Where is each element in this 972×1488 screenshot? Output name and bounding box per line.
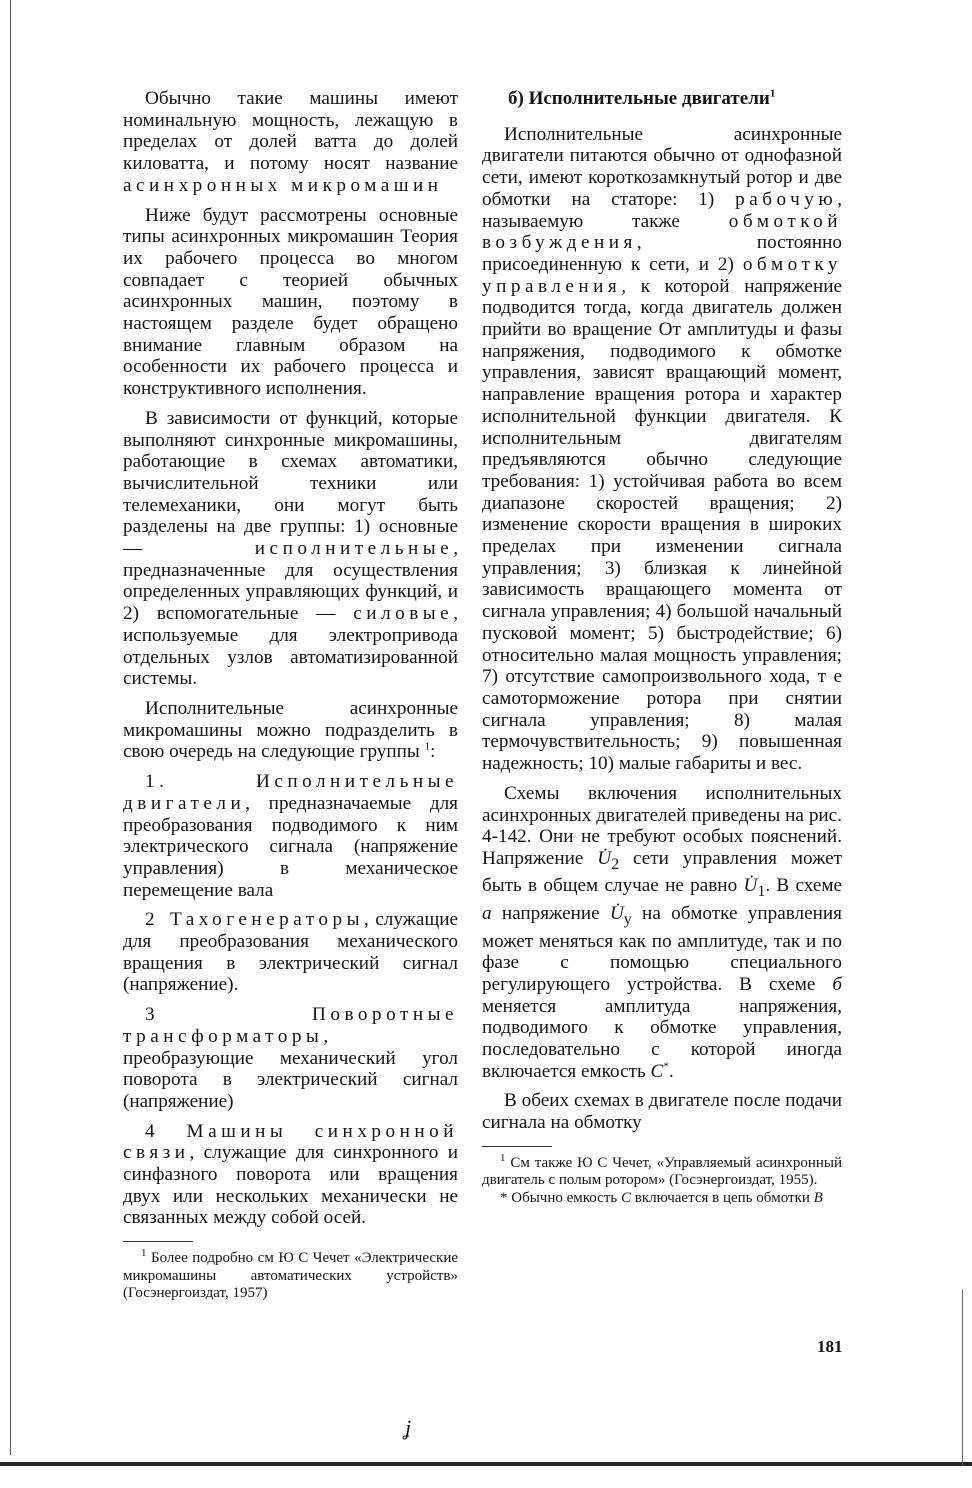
left-column: [123, 88, 458, 1303]
spaced-term: исполнительные: [254, 538, 454, 560]
spaced-term: рабочую: [735, 188, 838, 210]
section-heading: б) Исполнительные двигатели$^1$: [508, 87, 776, 109]
scan-edge-bottom: [0, 1462, 972, 1466]
footnote: * Обычно емкость C включается в цепь обмотки B: [500, 1189, 823, 1206]
footnote: $^1$ См также Ю С Чечет, «Управляемый асинхронный двигатель с полым ротором» (Госэнергоиздат, 1955).: [482, 1151, 842, 1189]
scan-edge-left: [10, 0, 11, 1455]
group-item: 1. Исполнительные двигатели, предназначаемые для преобразования подводимого к ним электрического сигнала (напряжение управления) в механическое перемещение вала: [123, 771, 458, 901]
paragraph: В обеих схемах в двигателе после подачи сигнала на обмотку: [482, 1090, 842, 1134]
spaced-term: 1. Исполнительные двигатели: [123, 771, 458, 814]
stray-mark: ʝ: [405, 1415, 412, 1440]
group-item: 3 Поворотные трансформаторы, преобразующие механический угол поворота в электрический сигнал (напряжение): [123, 1004, 458, 1112]
scan-edge-right: [962, 1290, 963, 1465]
spaced-term: силовые: [353, 603, 454, 625]
paragraph: В зависимости от функций, которые выполняют синхронные микромашины, работающие в схемах автоматики, вычислительной техники или телемеханики, они могут быть разделены на две группы: 1) основные — исполнительные, предназначенные для осуществления определенных управляющих функций, и 2) вспомогательные — силовые, используемые для электропривода отдельных узлов автоматизированной системы.: [123, 407, 458, 690]
paragraph: Исполнительные асинхронные микромашины можно подразделить в свою очередь на следующие группы $^1$:: [123, 697, 458, 763]
math-symbol: U̇: [743, 875, 758, 897]
page-number: 181: [817, 1337, 843, 1356]
group-item: 2 Тахогенераторы, служащие для преобразования механического вращения в электрический сигнал (напряжение).: [123, 909, 458, 996]
right-column: [482, 88, 842, 1207]
footnote-ref: 1: [424, 741, 431, 753]
footnote-ref: 1: [769, 87, 776, 100]
math-symbol: U̇: [597, 847, 612, 869]
math-symbol: а: [482, 902, 492, 924]
math-symbol: б: [832, 973, 842, 995]
paragraph: Схемы включения исполнительных асинхронных двигателей приведены на рис. 4-142. Они не требуют особых пояснений. Напряжение $U̇_2$ сети управления может быть в общем случае не равно $U̇_1$. В схеме а напряжение $U̇_у$ на обмотке управления может меняться как по амплитуде, так и по фазе с помощью специального регулирующего устройства. В схеме б меняется амплитуда напряжения, подводимого к обмотке управления, последовательно с которой иногда включается емкость C*.: [482, 782, 842, 1082]
group-item: 4 Машины синхронной связи, служащие для синхронного и синфазного поворота или вращения двух или нескольких механически не связанных между собой осей.: [123, 1120, 458, 1229]
spaced-term: 4 Машины синхронной связи: [123, 1120, 458, 1164]
paragraph: Ниже будут рассмотрены основные типы асинхронных микромашин Теория их рабочего процесса во многом совпадает с теорией обычных асинхронных машин, поэтому в настоящем разделе будет обращено внимание главным образом на особенности их рабочего процесса и конструктивного исполнения.: [123, 204, 458, 400]
spaced-term: асинхронных микромашин: [123, 174, 443, 196]
spaced-term: обмотку управления: [482, 253, 842, 297]
spaced-term: 3 Поворотные трансформаторы: [123, 1004, 458, 1047]
spaced-term: обмоткой возбуждения: [482, 210, 842, 254]
footnote: $^1$ Более подробно см Ю С Чечет «Электрические микромашины автоматических устройств» (Госэнергоиздат, 1957): [123, 1247, 458, 1302]
paragraph: Исполнительные асинхронные двигатели питаются обычно от однофазной сети, имеют короткозамкнутый ротор и две обмотки на статоре: 1) рабочую, называемую также обмоткой возбуждения, постоянно присоединенную к сети, и 2) обмотку управления, к которой напряжение подводится тогда, когда двигатель должен прийти во вращение От амплитуды и фазы напряжения, подводимого к обмотке управления, зависят вращающий момент, направление вращения ротора и характер исполнительной функции двигателя. К исполнительным двигателям предъявляются обычно следующие требования: 1) устойчивая работа во всем диапазоне скоростей вращения; 2) изменение скорости вращения в широких пределах при изменении сигнала управления; 3) близкая к линейной зависимость вращающего момента от сигнала управления; 4) большой начальный пусковой момент; 5) быстродействие; 6) относительно малая мощность управления; 7) отсутствие самопроизвольного хода, т е самоторможение ротора при снятии сигнала управления; 8) малая термочувствительность; 9) повышенная надежность; 10) малые габариты и вес.: [482, 123, 842, 775]
math-symbol: U̇: [609, 902, 624, 924]
math-symbol: C: [650, 1060, 664, 1082]
paragraph: Обычно такие машины имеют номинальную мощность, лежащую в пределах от долей ватта до долей киловатта, и потому носят название асинхронных микромашин: [123, 88, 458, 196]
footnote-rule: [123, 1241, 193, 1242]
footnote-rule: [482, 1146, 552, 1147]
spaced-term: 2 Тахогенераторы: [145, 909, 364, 931]
